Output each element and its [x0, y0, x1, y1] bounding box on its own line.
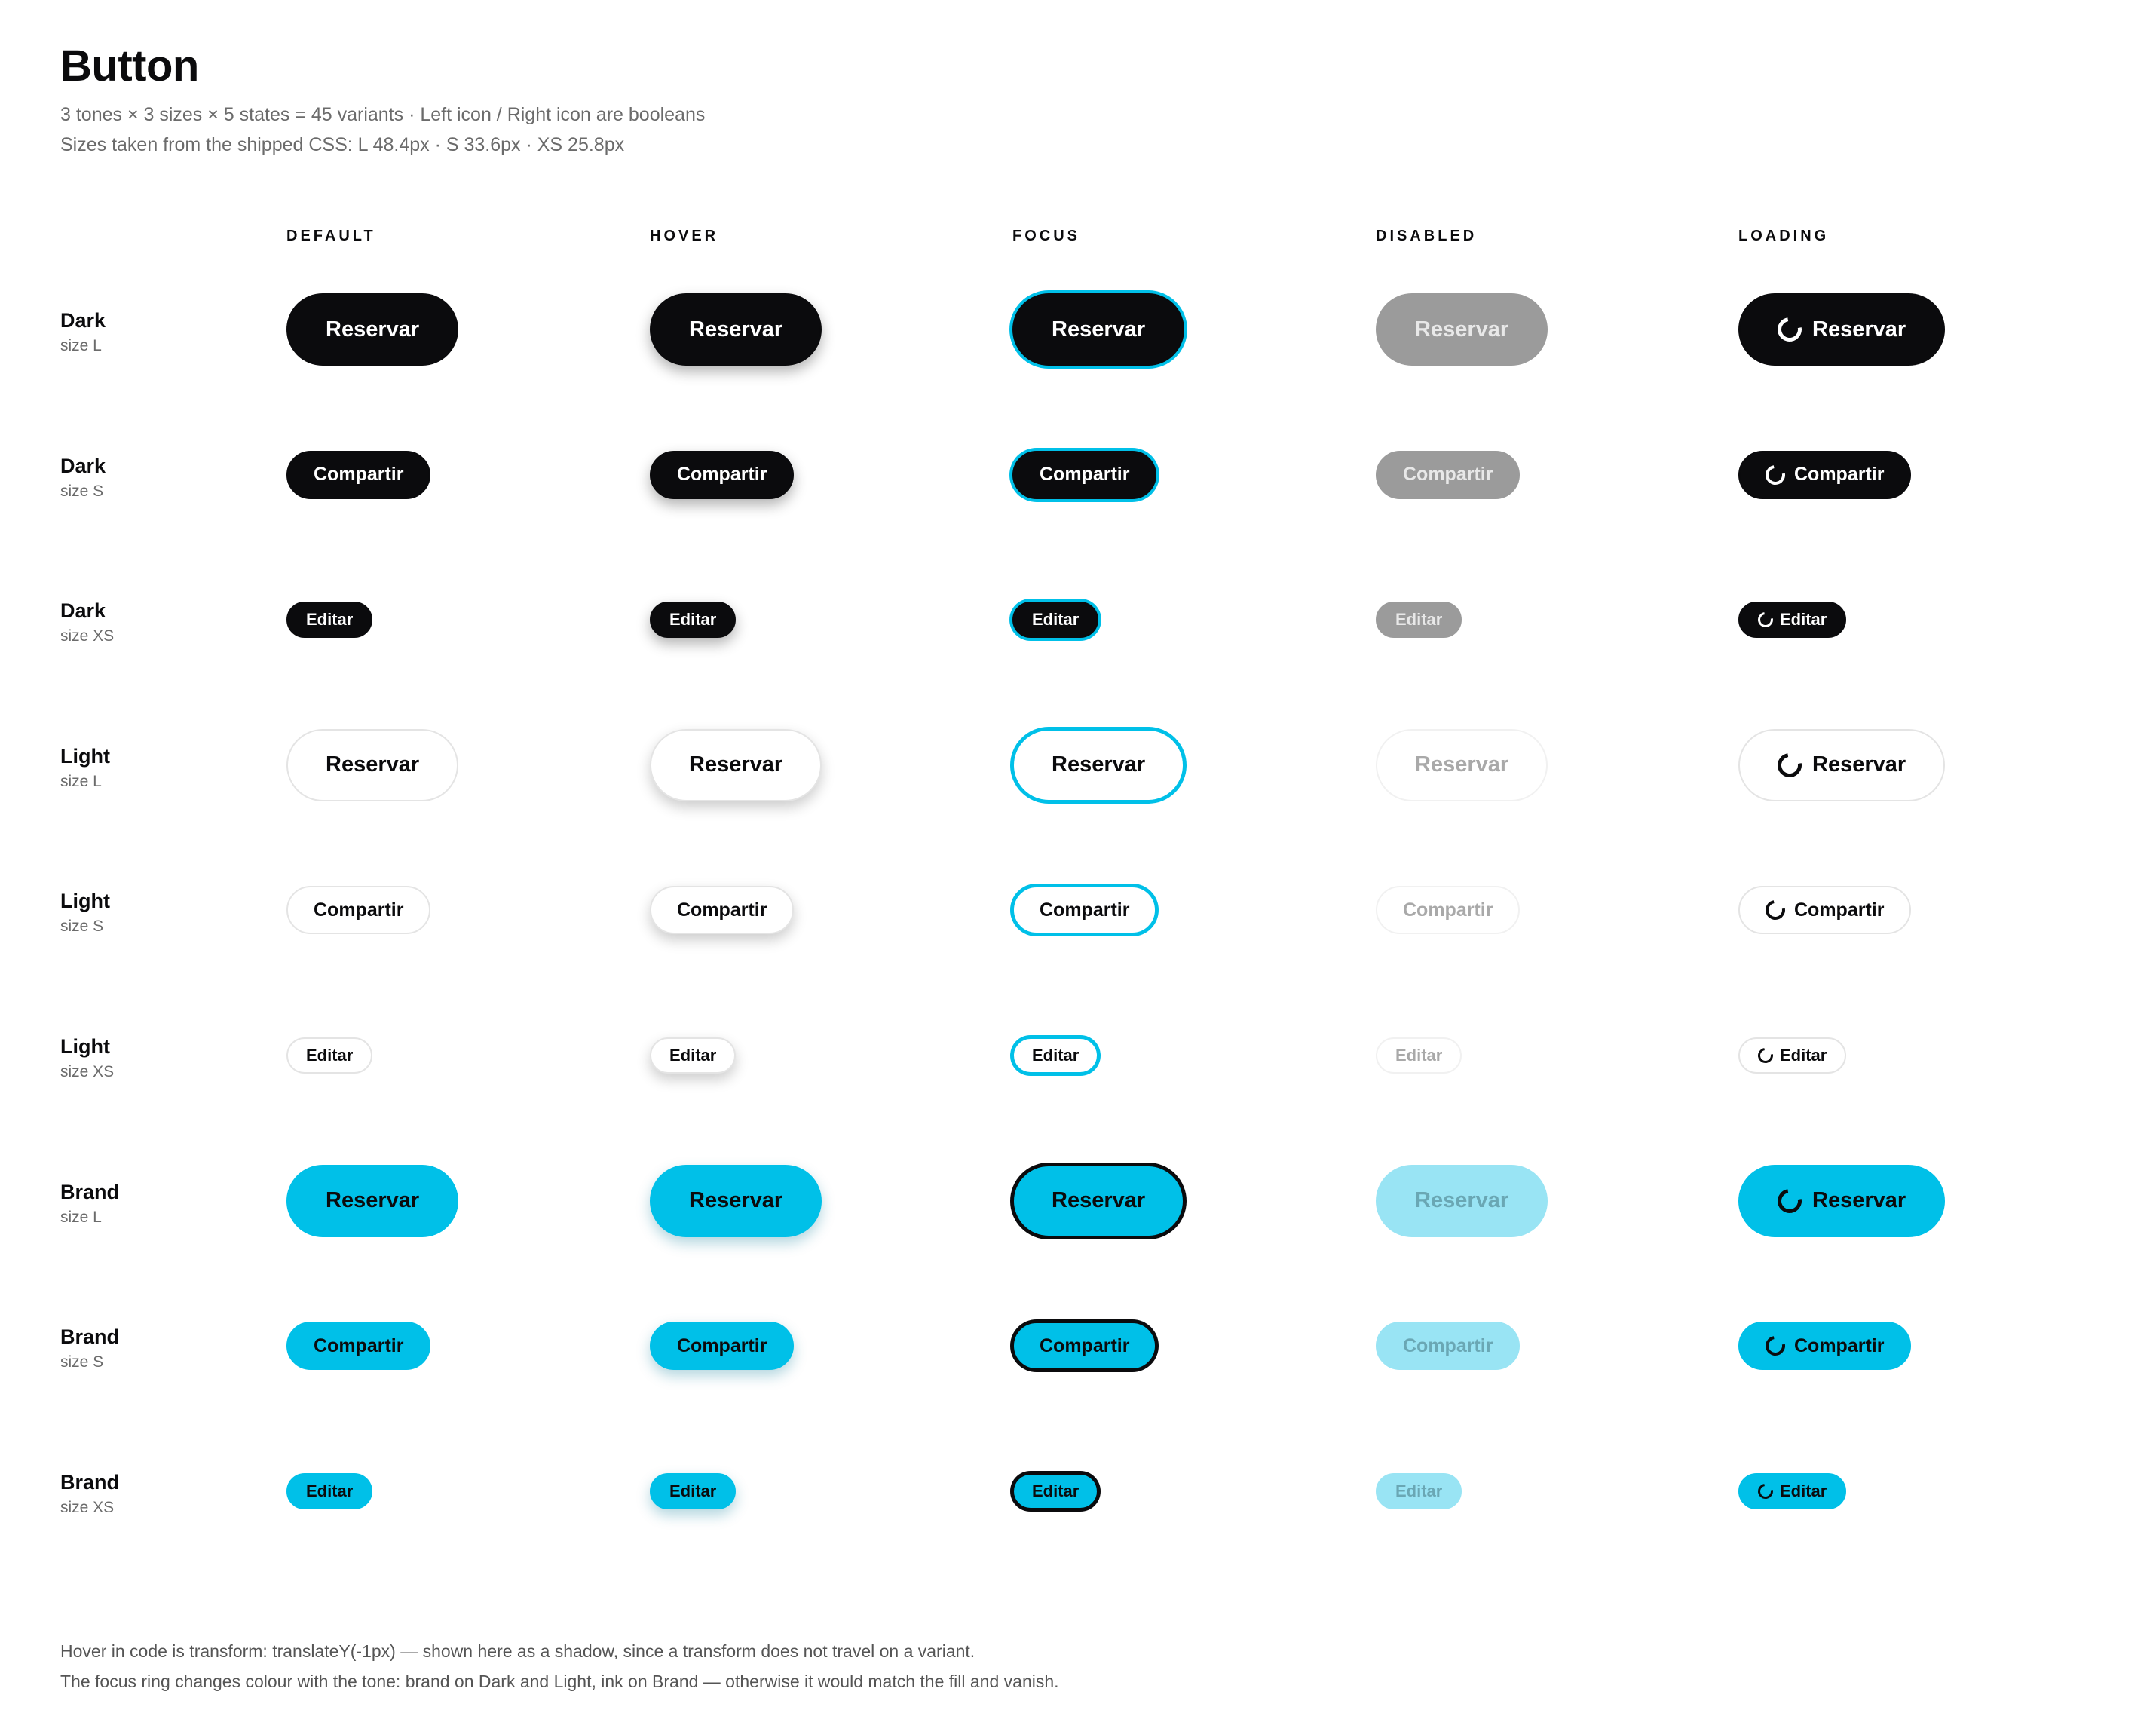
button-label: Compartir [1403, 464, 1493, 486]
button-brand-s-hover[interactable] [650, 1322, 794, 1370]
button-label: Compartir [1794, 1334, 1885, 1356]
cell-hover [650, 430, 794, 520]
cell-loading [1738, 430, 1911, 520]
button-dark-s-hover[interactable] [650, 451, 794, 499]
button-label: Reservar [1415, 1188, 1509, 1213]
row-tone-label: Dark [60, 309, 106, 332]
cell-default [286, 1446, 372, 1537]
row-tone-label: Brand [60, 1325, 120, 1349]
button-label: Compartir [677, 1334, 767, 1356]
subtitle-line-1: 3 tones × 3 sizes × 5 states = 45 variants · Left icon / Right icon are booleans [60, 104, 706, 125]
button-light-l-focus[interactable] [1012, 729, 1184, 801]
cell-focus [1012, 720, 1184, 810]
column-header-disabled: DISABLED [1376, 228, 1478, 244]
button-dark-l-focus[interactable] [1012, 293, 1184, 366]
button-light-s-disabled [1376, 886, 1520, 934]
button-label: Editar [1395, 610, 1443, 630]
button-dark-xs-hover[interactable] [650, 602, 736, 638]
button-label: Editar [306, 610, 354, 630]
spinner-icon [1755, 609, 1776, 630]
button-label: Compartir [1403, 899, 1493, 921]
button-label: Compartir [1040, 899, 1130, 921]
row-size-label: size XS [60, 1498, 115, 1516]
cell-loading [1738, 1301, 1911, 1391]
row-label [60, 889, 110, 937]
cell-default [286, 575, 372, 665]
subtitle-line-2: Sizes taken from the shipped CSS: L 48.4px · S 33.6px · XS 25.8px [60, 134, 625, 155]
cell-loading [1738, 284, 1945, 375]
button-label: Compartir [1794, 464, 1885, 486]
row-size-label: size L [60, 1208, 102, 1226]
button-label: Compartir [1040, 1334, 1130, 1356]
cell-focus [1012, 1446, 1098, 1537]
button-light-xs-focus[interactable] [1012, 1037, 1098, 1074]
button-label: Reservar [689, 317, 783, 342]
button-label: Compartir [677, 464, 767, 486]
column-header-loading: LOADING [1738, 228, 1830, 244]
cell-disabled [1376, 575, 1462, 665]
footnote-hover: Hover in code is transform: translateY(-1px) — shown here as a shadow, since a transform does not travel on a variant. [60, 1641, 975, 1661]
cell-hover [650, 1156, 822, 1246]
spinner-icon [1773, 749, 1807, 783]
button-label: Reservar [1052, 1188, 1146, 1213]
button-light-s-loading[interactable] [1738, 886, 1911, 934]
column-header-hover: HOVER [650, 228, 719, 244]
button-label: Reservar [1415, 752, 1509, 777]
button-label: Compartir [314, 1334, 404, 1356]
button-label: Editar [1032, 1481, 1080, 1500]
button-label: Editar [1395, 1046, 1443, 1065]
cell-loading [1738, 1010, 1846, 1101]
row-tone-label: Brand [60, 1180, 120, 1203]
spinner-icon [1762, 461, 1789, 488]
spinner-icon [1773, 1184, 1807, 1218]
button-brand-xs-hover[interactable] [650, 1473, 736, 1509]
button-light-l-loading[interactable] [1738, 729, 1945, 801]
cell-hover [650, 284, 822, 375]
button-dark-s-loading[interactable] [1738, 451, 1911, 499]
button-label: Compartir [314, 464, 404, 486]
row-dark-l [0, 284, 2156, 375]
row-label [60, 1470, 119, 1518]
cell-focus [1012, 430, 1156, 520]
cell-disabled [1376, 1301, 1520, 1391]
cell-hover [650, 720, 822, 810]
button-label: Editar [306, 1046, 354, 1065]
cell-loading [1738, 1446, 1846, 1537]
cell-disabled [1376, 430, 1520, 520]
row-size-label: size L [60, 772, 102, 790]
button-light-xs-default[interactable] [286, 1037, 372, 1074]
cell-default [286, 720, 458, 810]
row-tone-label: Dark [60, 454, 106, 477]
cell-disabled [1376, 1446, 1462, 1537]
cell-hover [650, 865, 794, 955]
cell-hover [650, 1446, 736, 1537]
cell-loading [1738, 865, 1911, 955]
button-light-s-focus[interactable] [1012, 886, 1156, 934]
button-label: Compartir [1794, 899, 1885, 921]
row-dark-s [0, 430, 2156, 520]
button-label: Editar [1780, 1481, 1827, 1500]
cell-hover [650, 1301, 794, 1391]
button-brand-l-focus[interactable] [1012, 1165, 1184, 1237]
button-brand-s-loading[interactable] [1738, 1322, 1911, 1370]
button-label: Compartir [1403, 1334, 1493, 1356]
button-label: Editar [306, 1481, 354, 1500]
button-brand-l-hover[interactable] [650, 1165, 822, 1237]
row-tone-label: Light [60, 890, 110, 913]
button-light-s-hover[interactable] [650, 886, 794, 934]
cell-focus [1012, 575, 1098, 665]
row-label [60, 1325, 119, 1373]
button-label: Compartir [677, 899, 767, 921]
cell-disabled [1376, 1156, 1548, 1246]
button-label: Reservar [1812, 752, 1906, 777]
row-dark-xs [0, 575, 2156, 665]
row-tone-label: Light [60, 744, 110, 768]
button-brand-l-loading[interactable] [1738, 1165, 1945, 1237]
button-light-xs-hover[interactable] [650, 1037, 736, 1074]
button-dark-s-focus[interactable] [1012, 451, 1156, 499]
button-light-l-default[interactable] [286, 729, 458, 801]
cell-loading [1738, 1156, 1945, 1246]
button-label: Editar [669, 610, 717, 630]
button-label: Editar [1032, 1046, 1080, 1065]
row-label [60, 308, 106, 357]
button-light-s-default[interactable] [286, 886, 430, 934]
row-tone-label: Brand [60, 1470, 120, 1494]
button-label: Editar [669, 1481, 717, 1500]
row-tone-label: Light [60, 1035, 110, 1058]
page-subtitle [60, 100, 705, 160]
button-light-xs-loading[interactable] [1738, 1037, 1846, 1074]
button-label: Editar [1032, 610, 1080, 630]
cell-loading [1738, 720, 1945, 810]
cell-disabled [1376, 720, 1548, 810]
button-brand-s-default[interactable] [286, 1322, 430, 1370]
footnotes [60, 1636, 1059, 1696]
button-label: Compartir [1040, 464, 1130, 486]
button-dark-l-disabled [1376, 293, 1548, 366]
button-dark-s-default[interactable] [286, 451, 430, 499]
button-label: Reservar [1812, 1188, 1906, 1213]
button-dark-xs-focus[interactable] [1012, 602, 1098, 638]
button-dark-l-default[interactable] [286, 293, 458, 366]
cell-focus [1012, 1301, 1156, 1391]
row-brand-l [0, 1156, 2156, 1246]
cell-hover [650, 575, 736, 665]
button-dark-l-loading[interactable] [1738, 293, 1945, 366]
button-label: Reservar [689, 1188, 783, 1213]
row-light-s [0, 865, 2156, 955]
cell-loading [1738, 575, 1846, 665]
cell-hover [650, 1010, 736, 1101]
button-light-l-hover[interactable] [650, 729, 822, 801]
cell-default [286, 865, 430, 955]
button-dark-xs-disabled [1376, 602, 1462, 638]
row-size-label: size S [60, 1353, 104, 1371]
button-light-xs-disabled [1376, 1037, 1462, 1074]
row-size-label: size XS [60, 627, 115, 645]
cell-default [286, 1301, 430, 1391]
row-size-label: size S [60, 918, 104, 936]
footnote-focus: The focus ring changes colour with the tone: brand on Dark and Light, ink on Brand — otherwise it would match the fill and vanish. [60, 1671, 1059, 1691]
row-brand-xs [0, 1446, 2156, 1537]
row-label [60, 1034, 114, 1083]
button-light-l-disabled [1376, 729, 1548, 801]
button-label: Reservar [1052, 752, 1146, 777]
button-label: Reservar [326, 317, 420, 342]
spinner-icon [1755, 1481, 1776, 1502]
spinner-icon [1762, 896, 1789, 924]
button-label: Reservar [689, 752, 783, 777]
button-label: Reservar [1052, 317, 1146, 342]
cell-focus [1012, 1156, 1184, 1246]
cell-default [286, 430, 430, 520]
button-brand-s-disabled [1376, 1322, 1520, 1370]
cell-disabled [1376, 284, 1548, 375]
button-label: Reservar [326, 752, 420, 777]
row-label [60, 599, 114, 647]
button-dark-xs-default[interactable] [286, 602, 372, 638]
spinner-icon [1773, 313, 1807, 347]
spinner-icon [1762, 1332, 1789, 1359]
cell-disabled [1376, 865, 1520, 955]
row-size-label: size L [60, 337, 102, 354]
row-label [60, 744, 110, 792]
row-label [60, 1180, 119, 1228]
button-brand-l-disabled [1376, 1165, 1548, 1237]
button-label: Reservar [1415, 317, 1509, 342]
button-label: Reservar [326, 1188, 420, 1213]
button-label: Compartir [314, 899, 404, 921]
row-light-l [0, 720, 2156, 810]
page-title: Button [60, 41, 199, 90]
button-brand-xs-focus[interactable] [1012, 1473, 1098, 1509]
button-label: Editar [1780, 610, 1827, 630]
button-dark-l-hover[interactable] [650, 293, 822, 366]
button-label: Reservar [1812, 317, 1906, 342]
spinner-icon [1755, 1045, 1776, 1066]
row-light-xs [0, 1010, 2156, 1101]
cell-disabled [1376, 1010, 1462, 1101]
cell-focus [1012, 284, 1184, 375]
cell-focus [1012, 1010, 1098, 1101]
column-header-focus: FOCUS [1012, 228, 1080, 244]
cell-focus [1012, 865, 1156, 955]
button-brand-s-focus[interactable] [1012, 1322, 1156, 1370]
button-brand-l-default[interactable] [286, 1165, 458, 1237]
button-dark-xs-loading[interactable] [1738, 602, 1846, 638]
button-label: Editar [1780, 1046, 1827, 1065]
row-size-label: size S [60, 482, 104, 500]
cell-default [286, 1010, 372, 1101]
button-label: Editar [669, 1046, 717, 1065]
row-label [60, 454, 106, 502]
cell-default [286, 284, 458, 375]
button-brand-xs-disabled [1376, 1473, 1462, 1509]
row-size-label: size XS [60, 1063, 115, 1080]
row-brand-s [0, 1301, 2156, 1391]
button-brand-xs-default[interactable] [286, 1473, 372, 1509]
button-label: Editar [1395, 1481, 1443, 1500]
row-tone-label: Dark [60, 599, 106, 623]
button-brand-xs-loading[interactable] [1738, 1473, 1846, 1509]
column-header-default: DEFAULT [286, 228, 376, 244]
button-dark-s-disabled [1376, 451, 1520, 499]
cell-default [286, 1156, 458, 1246]
